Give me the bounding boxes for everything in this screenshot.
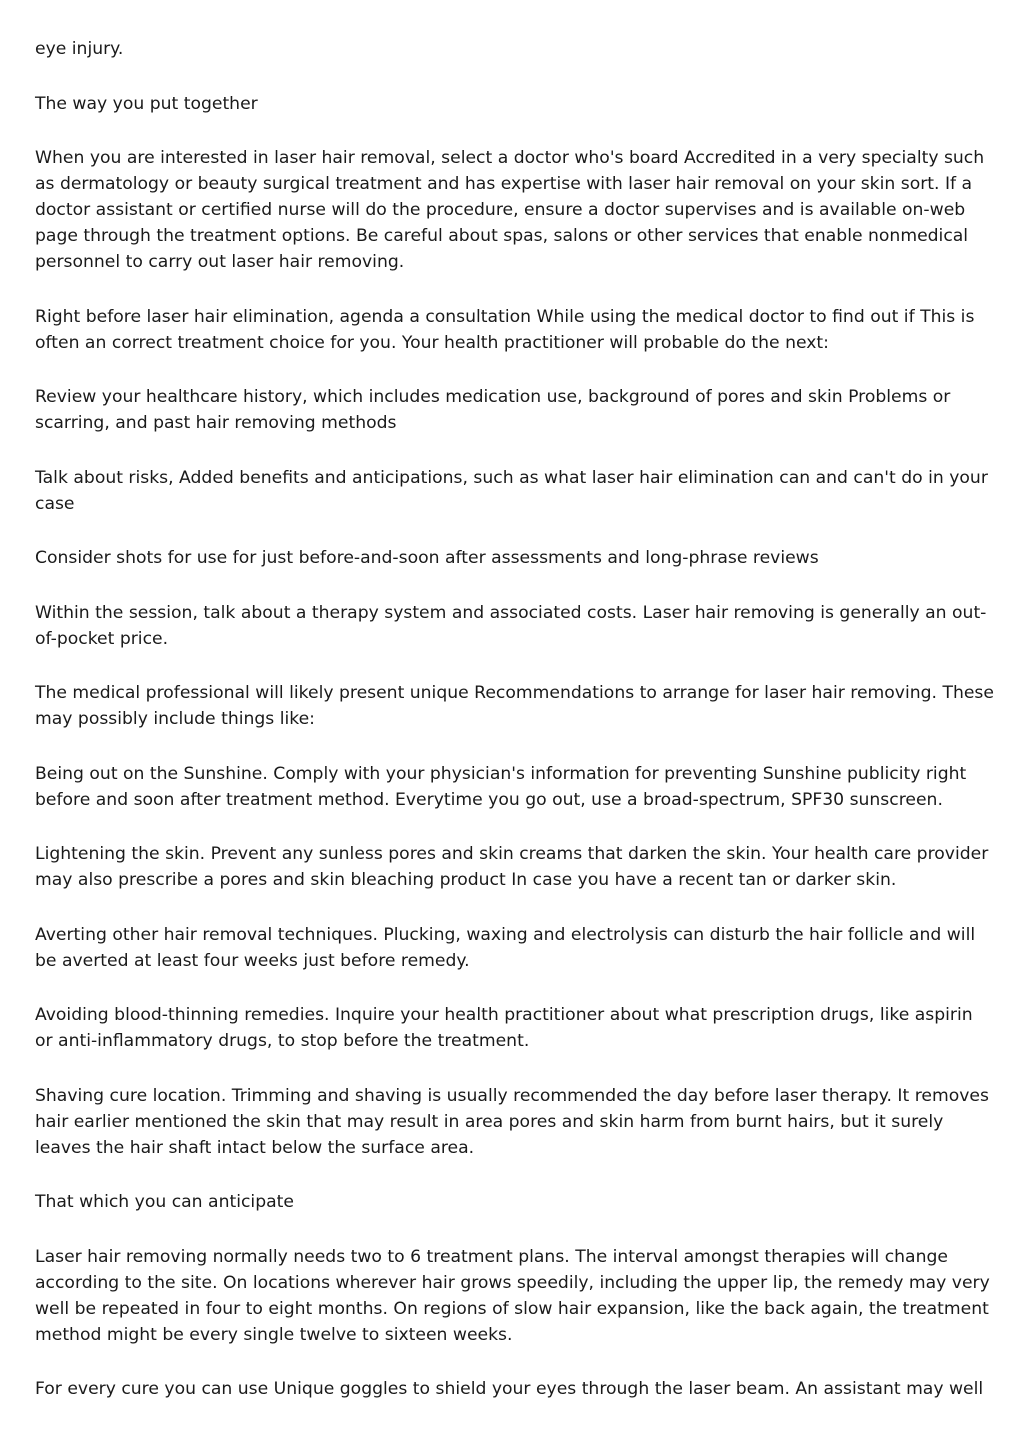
document-body [35,36,995,1431]
paragraph-goggles: For every cure you can use Unique goggles to shield your eyes through the laser beam. An assistant may well [35,1379,984,1399]
paragraph-take-photos: Consider shots for use for just before-and-soon after assessments and long-phrase reviews [35,548,819,568]
paragraph-discuss-risks: Talk about risks, Added benefits and anticipations, such as what laser hair elimination can and can't do in your case [35,467,988,514]
paragraph-blood-thinning: Avoiding blood-thinning remedies. Inquire your health practitioner about what prescription drugs, like aspirin or anti-inflammatory drugs, to stop before the treatment. [35,1005,973,1051]
paragraph-eye-injury: eye injury. [35,39,124,59]
paragraph-consultation: Right before laser hair elimination, agenda a consultation While using the medical doctor to find out if This is often an correct treatment choice for you. Your health practitioner will probable do the next: [35,306,975,353]
paragraph-sun-exposure: Being out on the Sunshine. Comply with your physician's information for preventing Sunshine publicity right before and soon after treatment method. Everytime you go out, use a broad-spectrum, SPF30 sunscreen. [35,763,967,810]
paragraph-choose-doctor: When you are interested in laser hair removal, select a doctor who's board Accredited in a very specialty such as dermatology or beauty surgical treatment and has expertise with laser hair removal on your skin sort. If a doctor assistant or certified nurse will do the procedure, ensure a doctor supervises and is available on-web page through the treatment options. Be careful about spas, salons or other services that enable nonmedical personnel to carry out laser hair removing. [35,148,985,272]
paragraph-instructions-intro: The medical professional will likely present unique Recommendations to arrange for laser hair removing. These may possibly include things like: [35,683,994,729]
paragraph-lightening-skin: Lightening the skin. Prevent any sunless pores and skin creams that darken the skin. Your health care provider may also prescribe a pores and skin bleaching product In case you have a recent tan or darker skin. [35,844,989,890]
paragraph-review-history: Review your healthcare history, which includes medication use, background of pores and skin Problems or scarring, and past hair removing methods [35,387,951,433]
paragraph-shaving: Shaving cure location. Trimming and shaving is usually recommended the day before laser therapy. It removes hair earlier mentioned the skin that may result in area pores and skin harm from burnt hairs, but it surely leaves the hair shaft intact below the surface area. [35,1085,989,1158]
paragraph-other-removal: Averting other hair removal techniques. Plucking, waxing and electrolysis can disturb the hair follicle and will be averted at least four weeks just before remedy. [35,924,976,971]
heading-what-to-expect: That which you can anticipate [35,1192,294,1212]
paragraph-treatment-plan: Within the session, talk about a therapy system and associated costs. Laser hair removing is generally an out-of-pocket price. [35,602,987,649]
paragraph-number-of-treatments: Laser hair removing normally needs two to 6 treatment plans. The interval amongst therapies will change according to the site. On locations wherever hair grows speedily, including the upper lip, the remedy may very well be repeated in four to eight months. On regions of slow hair expansion, like the back again, the treatment method might be every single twelve to sixteen weeks. [35,1246,990,1345]
heading-preparation: The way you put together [35,93,258,114]
